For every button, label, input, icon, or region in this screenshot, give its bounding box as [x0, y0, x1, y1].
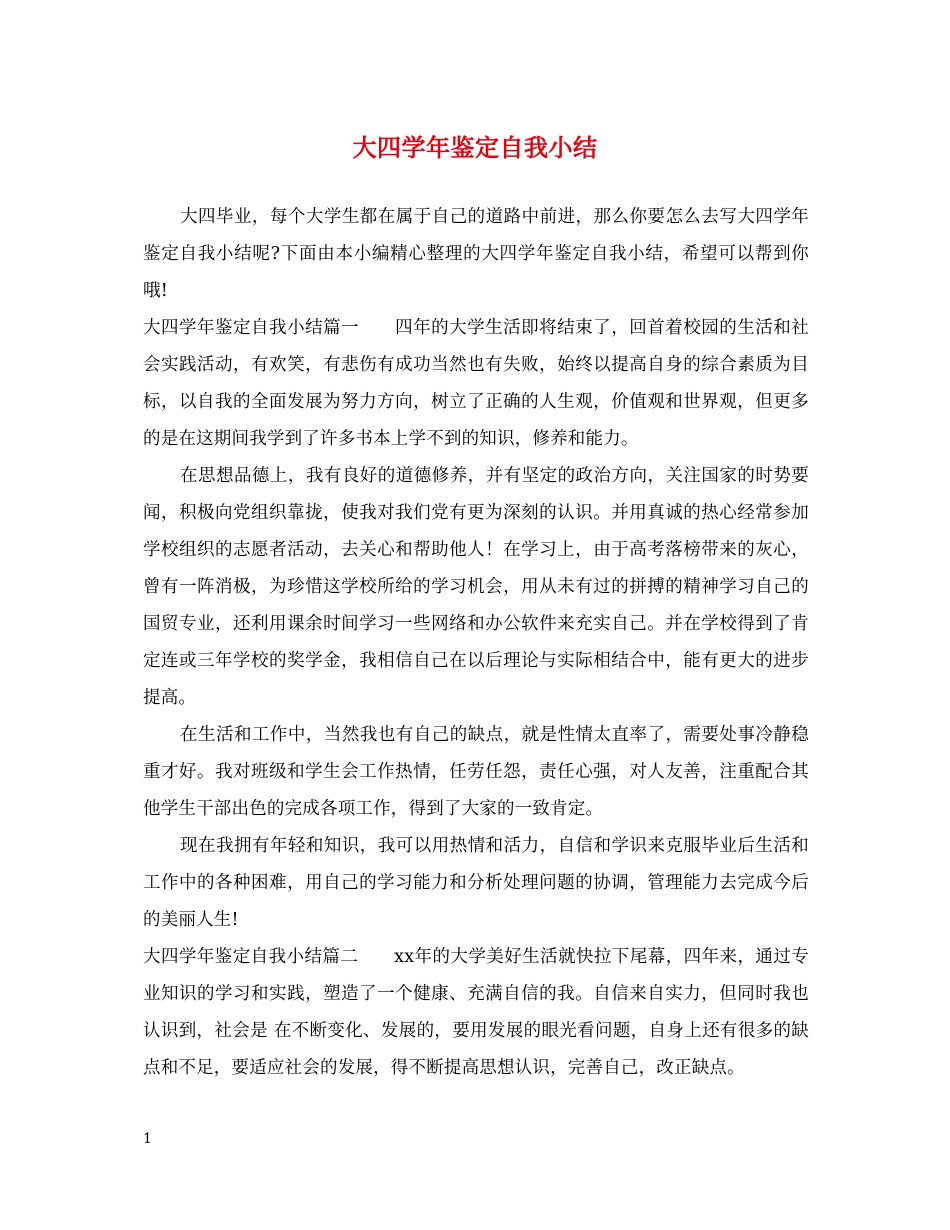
future-paragraph: 现在我拥有年轻和知识，我可以用热情和活力，自信和学识来克服毕业后生活和工作中的各种困难，用自己的学习能力和分析处理问题的协调，管理能力去完成今后的美丽人生!: [143, 836, 809, 930]
intro-paragraph: 大四毕业，每个大学生都在属于自己的道路中前进，那么你要怎么去写大四学年鉴定自我小结呢?下面由本小编精心整理的大四学年鉴定自我小结，希望可以帮到你哦!: [143, 207, 809, 301]
section-one-paragraph: 大四学年鉴定自我小结篇一 四年的大学生活即将结束了，回首着校园的生活和社会实践活动，有欢笑，有悲伤有成功当然也有失败，始终以提高自身的综合素质为目标，以自我的全面发展为努力方向，树立了正确的人生观，价值观和世界观，但更多的是在这期间我学到了许多书本上学不到的知识，修养和能力。: [143, 318, 809, 449]
ideology-paragraph: 在思想品德上，我有良好的道德修养，并有坚定的政治方向，关注国家的时势要闻，积极向党组织靠拢，使我对我们党有更为深刻的认识。并用真诚的热心经常参加学校组织的志愿者活动，去关心和帮助他人！在学习上，由于高考落榜带来的灰心，曾有一阵消极，为珍惜这学校所给的学习机会，用从未有过的拼搏的精神学习自己的国贸专业，还利用课余时间学习一些网络和办公软件来充实自己。并在学校得到了肯定连或三年学校的奖学金，我相信自己在以后理论与实际相结合中，能有更大的进步提高。: [143, 466, 809, 708]
page-number: 1: [143, 1131, 152, 1147]
life-work-paragraph: 在生活和工作中，当然我也有自己的缺点，就是性情太直率了，需要处事冷静稳重才好。我对班级和学生会工作热情，任劳任怨，责任心强，对人友善，注重配合其他学生干部出色的完成各项工作，得到了大家的一致肯定。: [143, 725, 809, 819]
section-two-paragraph: 大四学年鉴定自我小结篇二 xx年的大学美好生活就快拉下尾幕，四年来，通过专业知识的学习和实践，塑造了一个健康、充满自信的我。自信来自实力，但同时我也认识到，社会是 在不断变化、发展的，要用发展的眼光看问题，自身上还有很多的缺点和不足，要适应社会的发展，得不断提高思想认识，完善自己，改正缺点。: [143, 947, 809, 1078]
document-body: [143, 199, 809, 1087]
document-title: 大四学年鉴定自我小结: [352, 133, 598, 162]
